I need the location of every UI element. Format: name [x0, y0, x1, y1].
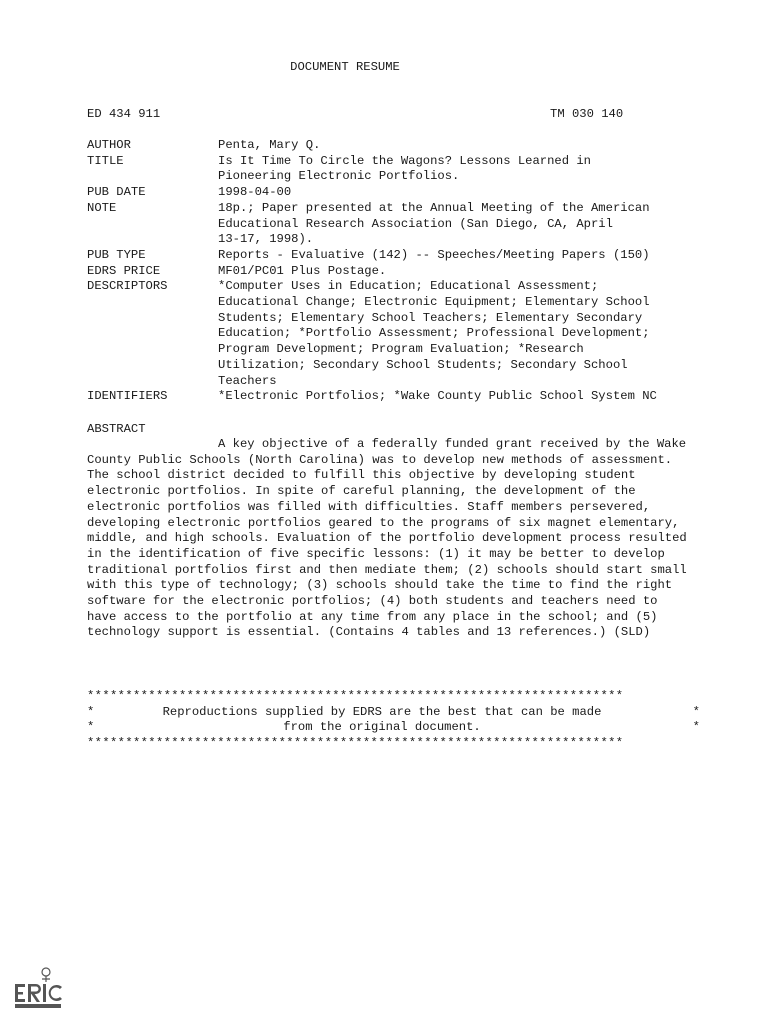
field-value: Penta, Mary Q. — [218, 138, 321, 152]
field-value: MF01/PC01 Plus Postage. — [218, 263, 387, 278]
star-edge-left: * — [87, 704, 95, 719]
reproduction-line-1 — [87, 705, 707, 721]
field-pub-type — [87, 248, 707, 264]
field-author — [87, 138, 707, 154]
star-edge-left: * — [87, 720, 95, 735]
ed-number: ED 434 911 — [87, 107, 161, 121]
field-descriptors — [87, 279, 707, 389]
field-label: PUB DATE — [87, 185, 146, 200]
star-edge-right: * — [692, 720, 700, 735]
field-label: DESCRIPTORS — [87, 279, 168, 294]
field-label: TITLE — [87, 153, 124, 168]
field-value: *Electronic Portfolios; *Wake County Public School System NC — [218, 389, 657, 404]
field-value: Is It Time To Circle the Wagons? Lessons Learned in Pioneering Electronic Portfolios. — [218, 153, 591, 184]
abstract-heading: ABSTRACT — [87, 422, 146, 436]
field-value: 1998-04-00 — [218, 185, 292, 200]
tm-number: TM 030 140 — [550, 107, 624, 121]
reproduction-text-1: Reproductions supplied by EDRS are the best that can be made — [162, 704, 602, 719]
document-resume-title: DOCUMENT RESUME — [290, 60, 400, 74]
reproduction-text-2: from the original document. — [283, 720, 481, 735]
star-edge-right: * — [692, 704, 700, 719]
field-label: EDRS PRICE — [87, 263, 161, 278]
field-value: *Computer Uses in Education; Educational Assessment; Educational Change; Electronic Equipment; Elementary School Students; Elementary School Teachers; Elementary Secondary Education; *Portfolio Assessment; Professional Development; Program Development; Program Evaluation; *Research Utilization; Secondary School Students; Secondary School Teachers — [218, 279, 650, 388]
field-label: IDENTIFIERS — [87, 389, 168, 404]
abstract-body: A key objective of a federally funded grant received by the Wake County Public Schools (North Carolina) was to develop new methods of assessment. The school district decided to fulfill this objective by developing student electronic portfolios. In spite of careful planning, the development of the electronic portfolios was filled with difficulties. Staff members persevered, developing electronic portfolios geared to the programs of six magnet elementary, middle, and high schools. Evaluation of the portfolio development process resulted in the identification of five specific lessons: (1) it may be better to develop traditional portfolios first and then mediate them; (2) schools should start small with this type of technology; (3) schools should take the time to find the right software for the electronic portfolios; (4) both students and teachers need to have access to the portfolio at any time from any place in the school; and (5) technology support is essential. (Contains 4 tables and 13 references.) (SLD) — [87, 437, 687, 640]
field-value: Reports - Evaluative (142) -- Speeches/Meeting Papers (150) — [218, 247, 650, 262]
field-identifiers — [87, 389, 707, 405]
field-note — [87, 201, 707, 248]
field-label: PUB TYPE — [87, 247, 146, 262]
field-value: 18p.; Paper presented at the Annual Meeting of the American Educational Research Association (San Diego, CA, April 13-17, 1998). — [218, 200, 650, 247]
star-border-top: ********************************************************************** — [87, 689, 624, 703]
field-pub-date — [87, 185, 707, 201]
star-border-bottom: ********************************************************************** — [87, 736, 624, 751]
reproduction-notice-box — [87, 689, 707, 752]
field-edrs-price — [87, 264, 707, 280]
field-label: AUTHOR — [87, 138, 131, 152]
metadata-fields — [87, 138, 707, 405]
eric-logo-icon — [12, 964, 68, 1012]
reproduction-line-2 — [87, 720, 707, 736]
field-label: NOTE — [87, 200, 117, 215]
field-title — [87, 154, 707, 185]
